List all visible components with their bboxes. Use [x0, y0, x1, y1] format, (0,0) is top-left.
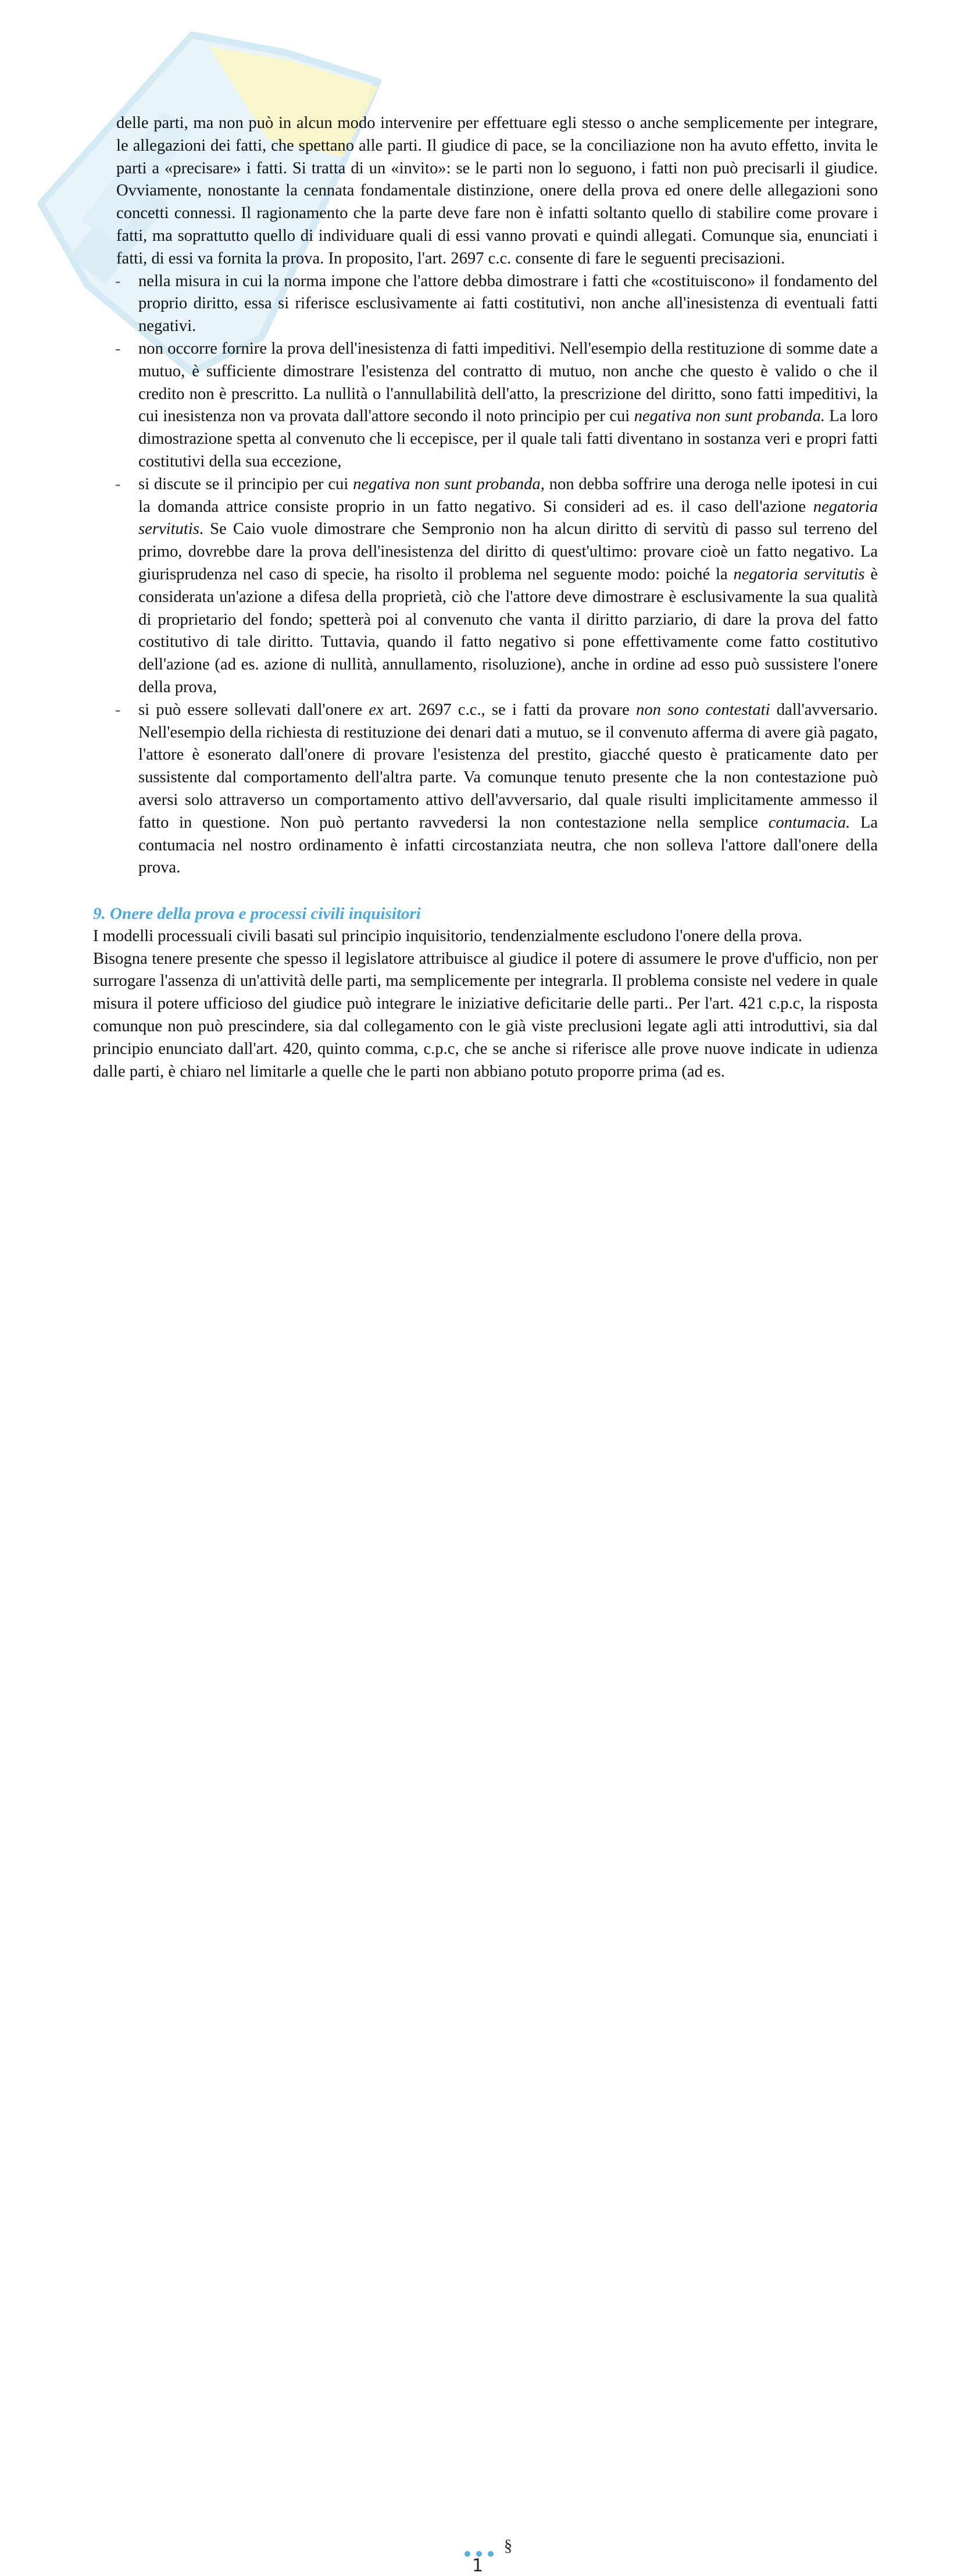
list-item-text: nella misura in cui la norma impone che l'attore debba dimostrare i fatti che «costituiscono» il fondamento del proprio diritto, essa si riferisce esclusivamente ai fatti costitutivi, non anche all'inesistenza di eventuali fatti negativi.	[138, 272, 878, 336]
latin-phrase: negatoria servitutis	[138, 497, 878, 539]
list-item-text: è considerata un'azione a difesa della proprietà, ciò che l'attore deve dimostrare è esclusivamente la sua qualità di proprietario del fondo; spetterà poi al convenuto che vanta il diritto parziario, di dare la prova del fatto costitutivo di tale diritto. Tuttavia, quando il fatto negativo si pone effettivamente come fatto costitutivo dell'azione (ad es. azione di nullità, annullamento, risoluzione), anche in ordine ad esso può sussistere l'onere della prova,	[138, 565, 878, 696]
list-item	[138, 473, 878, 699]
emphasis-phrase: contumacia.	[768, 813, 851, 832]
list-item-text: La loro dimostrazione spetta al convenuto che li eccepisce, per il quale tali fatti diventano in sostanza veri e propri fatti costitutivi della sua eccezione,	[138, 407, 878, 471]
emphasis-phrase: non sono contestati	[636, 700, 770, 719]
section-sign: §	[504, 2537, 512, 2555]
precisazioni-list	[93, 270, 878, 880]
list-item	[138, 338, 878, 473]
list-item-text: art. 2697 c.c., se i fatti da provare	[383, 700, 637, 719]
latin-phrase: negativa non sunt probanda.	[634, 407, 826, 426]
list-item-text: La contumacia nel nostro ordinamento è infatti circostanziata neutra, che non solleva l'attore dall'onere della prova.	[138, 813, 878, 877]
list-item-text: , non debba soffrire una deroga nelle ipotesi in cui la domanda attrice consiste proprio in un fatto negativo. Si consideri ad es. il caso dell'azione	[138, 475, 878, 516]
section-paragraph: Bisogna tenere presente che spesso il legislatore attribuisce al giudice il potere di assumere le prove d'ufficio, non per surrogare l'assenza di un'attività delle parti, ma semplicemente per integrarla. Il problema consiste nel vedere in quale misura il potere ufficioso del giudice può integrare le iniziative deficitarie delle parti.. Per l'art. 421 c.p.c, la risposta comunque non può prescindere, sia dal collegamento con le già viste preclusioni legate agli atti introduttivi, sia dal principio enunciato dall'art. 420, quinto comma, c.p.c, che se anche si riferisce alle prove nuove indicate in udienza dalle parti, è chiaro nel limitarle a quelle che le parti non abbiano potuto proporre prima (ad es.	[93, 949, 878, 1081]
intro-paragraph: delle parti, ma non può in alcun modo intervenire per effettuare egli stesso o anche semplicemente per integrare, le allegazioni dei fatti, che spettano alle parti. Il giudice di pace, se la conciliazione non ha avuto effetto, invita le parti a «precisare» i fatti. Si tratta di un «invito»: se le parti non lo seguono, i fatti non può precisarli il giudice. Ovviamente, nonostante la cennata fondamentale distinzione, onere della prova ed onere delle allegazioni sono concetti connessi. Il ragionamento che la parte deve fare non è infatti soltanto quello di stabilire come provare i fatti, ma soprattutto quello di individuare quali di essi vanno provati e quindi allegati. Comunque sia, enunciati i fatti, di essi va fornita la prova. In proposito, l'art. 2697 c.c. consente di fare le seguenti precisazioni.	[116, 114, 878, 268]
page-footer	[0, 1266, 961, 2576]
list-item-text: . Se Caio vuole dimostrare che Sempronio non ha alcun diritto di servitù di passo sul terreno del primo, dovrebbe dare la prova dell'inesistenza del diritto di quest'ultimo: provare cioè un fatto negativo. La giurisprudenza nel caso di specie, ha risolto il problema nel seguente modo: poiché la	[138, 520, 878, 583]
document-body	[93, 112, 878, 1083]
list-item	[138, 270, 878, 338]
list-item-text: dall'avversario. Nell'esempio della richiesta di restituzione dei denari dati a mutuo, se il convenuto afferma di avere già pagato, l'attore è esonerato dall'onere di provare l'esistenza del prestito, giacché questo è praticamente dato per sussistente dal comportamento dell'altra parte. Va comunque tenuto presente che la non contestazione può aversi solo attraverso un comportamento attivo dell'avversario, dal quale risulti implicitamente ammesso il fatto in questione. Non può pertanto ravvedersi la non contestazione nella semplice	[138, 700, 878, 832]
list-item-text: si può essere sollevati dall'onere	[138, 700, 369, 719]
list-item-text: si discute se il principio per cui	[138, 475, 353, 493]
section-heading: 9. Onere della prova e processi civili inquisitori	[93, 904, 421, 924]
latin-phrase: negatoria servitutis	[733, 565, 865, 583]
list-item-text: non occorre fornire la prova dell'inesistenza di fatti impeditivi. Nell'esempio della restituzione di somme date a mutuo, è sufficiente dimostrare l'esistenza del contratto di mutuo, non anche che questo è valido o che il credito non è prescritto. La nullità o l'annullabilità dell'atto, la prescrizione del diritto, sono fatti impeditivi, la cui inesistenza non va provata dall'attore secondo il noto principio per cui	[138, 339, 878, 426]
page-number: 1	[472, 2556, 484, 2576]
section-paragraph: I modelli processuali civili basati sul principio inquisitorio, tendenzialmente escludono l'onere della prova.	[93, 927, 803, 945]
latin-phrase: ex	[369, 700, 384, 719]
list-item	[138, 699, 878, 879]
latin-phrase: negativa non sunt probanda	[353, 475, 541, 493]
